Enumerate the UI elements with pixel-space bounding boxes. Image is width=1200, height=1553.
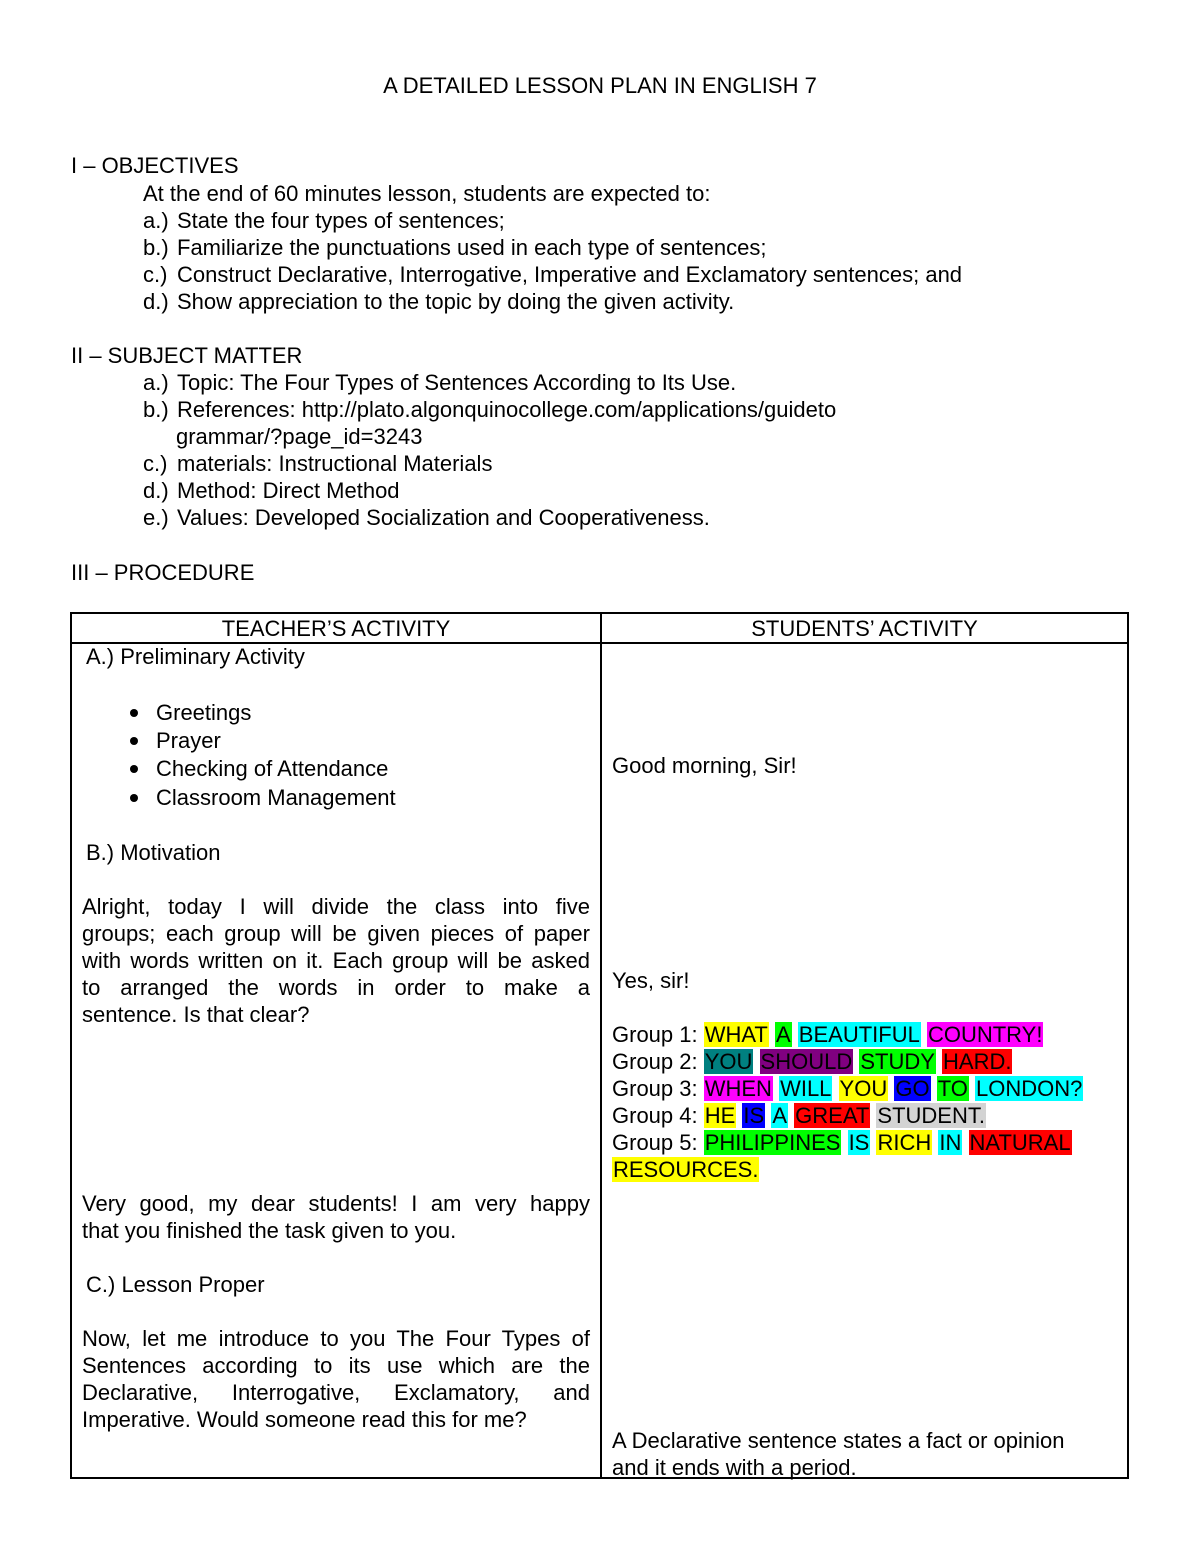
objectives-intro: At the end of 60 minutes lesson, students are expected to: bbox=[143, 181, 711, 206]
objective-item: c.) Construct Declarative, Interrogative, Imperative and Exclamatory sentences; and bbox=[143, 262, 963, 287]
lesson-paragraph: Now, let me introduce to you The Four Types of Sentences according to its use which are the Declarative, Interrogative, Exclamatory, and Imperative. Would someone read this for me? bbox=[82, 1326, 590, 1432]
group-line bbox=[612, 1021, 1043, 1048]
group-label: Group 4: bbox=[612, 1103, 704, 1128]
group-line-wrap bbox=[612, 1156, 759, 1183]
subject-item: e.) Values: Developed Socialization and Cooperativeness. bbox=[143, 505, 710, 530]
highlighted-word: TO bbox=[937, 1076, 968, 1101]
declarative-answer-line: and it ends with a period. bbox=[612, 1455, 857, 1480]
highlighted-word: HARD. bbox=[943, 1049, 1012, 1074]
bullet-item: Greetings bbox=[156, 700, 252, 725]
highlighted-word: NATURAL bbox=[969, 1130, 1071, 1155]
highlighted-word: COUNTRY! bbox=[927, 1022, 1043, 1047]
objective-item: d.) Show appreciation to the topic by doing the given activity. bbox=[143, 289, 735, 314]
highlighted-word: A bbox=[775, 1022, 791, 1047]
teacher-activity-header: TEACHER’S ACTIVITY bbox=[221, 616, 451, 641]
group-line bbox=[612, 1129, 1072, 1156]
highlighted-word: IN bbox=[939, 1130, 962, 1155]
student-yes: Yes, sir! bbox=[612, 968, 690, 993]
motivation-paragraph: Alright, today I will divide the class into five groups; each group will be given pieces of paper with words written on it. Each group will be asked to arranged the words in order to make a sentence. Is that clear? bbox=[82, 894, 590, 1027]
highlighted-word: IS bbox=[848, 1130, 870, 1155]
group-label: Group 5: bbox=[612, 1130, 704, 1155]
group-label: Group 1: bbox=[612, 1022, 704, 1047]
highlighted-word: STUDENT. bbox=[877, 1103, 985, 1128]
highlighted-word: PHILIPPINES bbox=[704, 1130, 841, 1155]
highlighted-word: YOU bbox=[704, 1049, 753, 1074]
highlighted-word: HE bbox=[704, 1103, 736, 1128]
declarative-answer-line: A Declarative sentence states a fact or opinion bbox=[612, 1428, 1065, 1453]
procedure-table bbox=[70, 612, 1129, 1479]
students-activity-header: STUDENTS’ ACTIVITY bbox=[751, 616, 978, 641]
objectives-heading: I – OBJECTIVES bbox=[71, 153, 239, 178]
highlighted-word: IS bbox=[743, 1103, 765, 1128]
preliminary-activity-heading: A.) Preliminary Activity bbox=[86, 644, 305, 669]
highlighted-word: WHEN bbox=[704, 1076, 772, 1101]
highlighted-word: LONDON? bbox=[976, 1076, 1083, 1101]
group-label: Group 3: bbox=[612, 1076, 704, 1101]
lesson-proper-heading: C.) Lesson Proper bbox=[86, 1272, 265, 1297]
subject-item: d.) Method: Direct Method bbox=[143, 478, 400, 503]
highlighted-word: RICH bbox=[877, 1130, 932, 1155]
highlighted-word: RESOURCES. bbox=[613, 1157, 759, 1182]
highlighted-word: A bbox=[772, 1103, 788, 1128]
group-line bbox=[612, 1102, 986, 1129]
highlighted-word: STUDY bbox=[860, 1049, 935, 1074]
motivation-heading: B.) Motivation bbox=[86, 840, 221, 865]
bullet-item: Classroom Management bbox=[156, 785, 396, 810]
bullet-item: Checking of Attendance bbox=[156, 756, 389, 781]
reference-continuation: grammar/?page_id=3243 bbox=[176, 424, 423, 449]
objective-item: a.) State the four types of sentences; bbox=[143, 208, 505, 233]
highlighted-word: GO bbox=[895, 1076, 930, 1101]
subject-matter-heading: II – SUBJECT MATTER bbox=[71, 343, 303, 368]
student-greeting: Good morning, Sir! bbox=[612, 753, 797, 778]
highlighted-word: GREAT bbox=[795, 1103, 870, 1128]
procedure-heading: III – PROCEDURE bbox=[71, 560, 255, 585]
highlighted-word: YOU bbox=[839, 1076, 888, 1101]
bullet-item: Prayer bbox=[156, 728, 221, 753]
objective-item: b.) Familiarize the punctuations used in each type of sentences; bbox=[143, 235, 767, 260]
highlighted-word: WILL bbox=[780, 1076, 832, 1101]
highlighted-word: BEAUTIFUL bbox=[798, 1022, 920, 1047]
highlighted-word: SHOULD bbox=[760, 1049, 853, 1074]
group-label: Group 2: bbox=[612, 1049, 704, 1074]
group-line bbox=[612, 1075, 1083, 1102]
subject-item: c.) materials: Instructional Materials bbox=[143, 451, 493, 476]
column-divider bbox=[600, 614, 602, 1477]
group-line bbox=[612, 1048, 1012, 1075]
praise-paragraph: Very good, my dear students! I am very happy that you finished the task given to you. bbox=[82, 1191, 590, 1243]
subject-item: b.) References: http://plato.algonquinocollege.com/applications/guideto bbox=[143, 397, 837, 422]
subject-item: a.) Topic: The Four Types of Sentences According to Its Use. bbox=[143, 370, 737, 395]
highlighted-word: WHAT bbox=[704, 1022, 768, 1047]
document-title: A DETAILED LESSON PLAN IN ENGLISH 7 bbox=[383, 73, 817, 98]
